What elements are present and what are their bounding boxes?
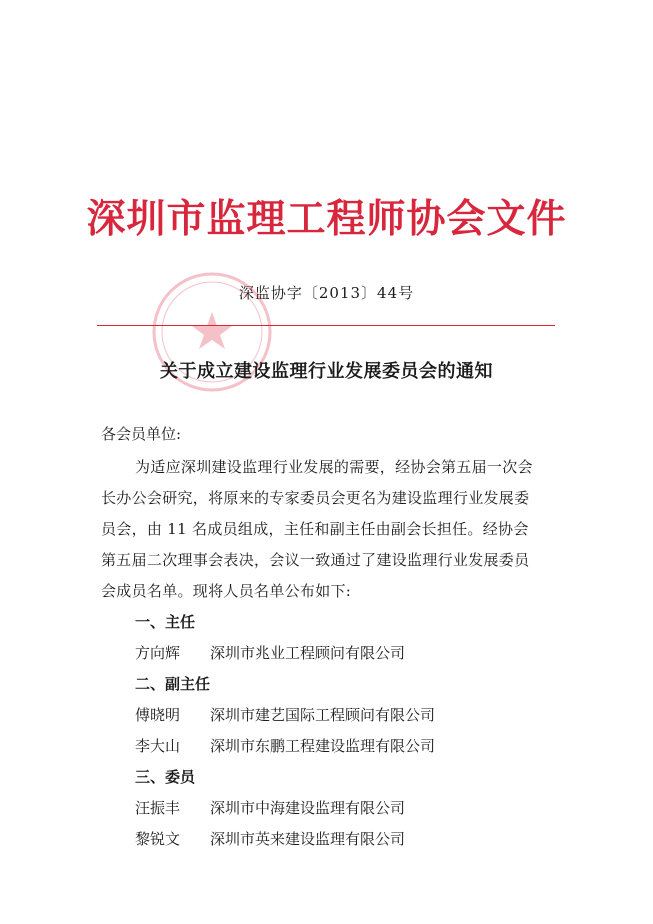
org-header-title: 深圳市监理工程师协会文件 (86, 196, 567, 242)
member-name: 方向辉 (135, 644, 181, 662)
member-name: 黎锐文 (135, 830, 181, 848)
member-company: 深圳市中海建设监理有限公司 (210, 799, 406, 817)
member-row (135, 828, 405, 849)
document-number: 深监协字〔2013〕44号 (238, 284, 415, 302)
member-name: 李大山 (135, 737, 181, 755)
salutation: 各会员单位: (101, 425, 182, 443)
body-line: 为适应深圳建设监理行业发展的需要，经协会第五届一次会 (135, 458, 533, 476)
member-row (135, 735, 435, 756)
section-heading-members: 三、委员 (135, 768, 196, 786)
body-line: 员会，由 11 名成员组成，主任和副主任由副会长担任。经协会 (101, 520, 529, 538)
section-heading-director: 一、主任 (135, 613, 196, 631)
body-line: 第五届二次理事会表决，会议一致通过了建设监理行业发展委员 (101, 551, 530, 569)
header-divider (97, 325, 555, 326)
member-company: 深圳市英来建设监理有限公司 (210, 830, 406, 848)
body-line: 长办公会研究，将原来的专家委员会更名为建设监理行业发展委 (101, 489, 530, 507)
member-company: 深圳市建艺国际工程顾问有限公司 (210, 706, 436, 724)
member-name: 汪振丰 (135, 799, 181, 817)
member-name: 傅晓明 (135, 706, 181, 724)
section-heading-deputy-director: 二、副主任 (135, 675, 211, 693)
member-company: 深圳市兆业工程顾问有限公司 (210, 644, 406, 662)
member-row (135, 704, 435, 725)
member-row (135, 797, 405, 818)
member-row (135, 642, 405, 663)
member-company: 深圳市东鹏工程建设监理有限公司 (210, 737, 436, 755)
notice-title: 关于成立建设监理行业发展委员会的通知 (160, 361, 493, 382)
body-line: 会成员名单。现将人员名单公布如下: (101, 582, 352, 600)
